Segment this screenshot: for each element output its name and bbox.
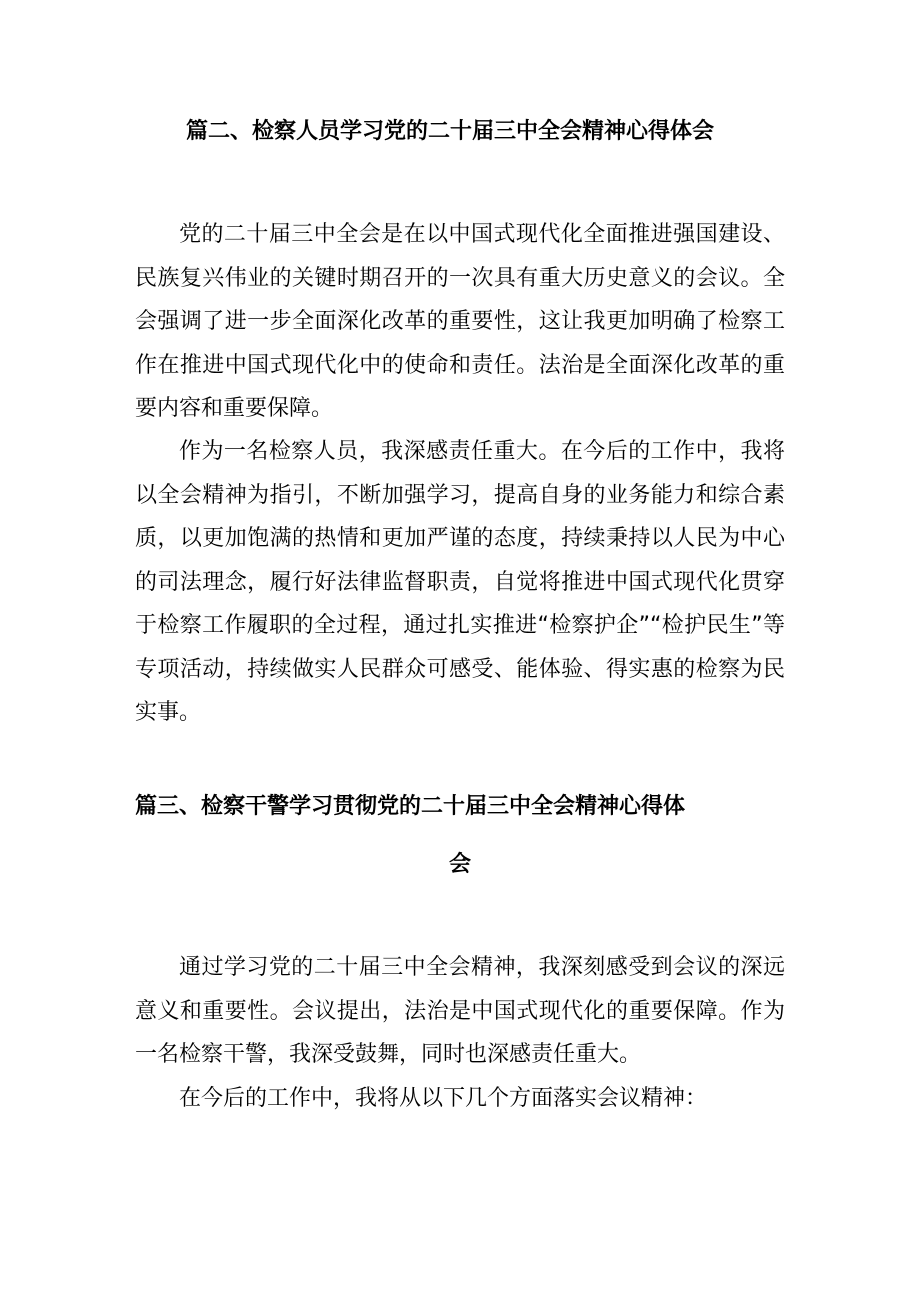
section3-paragraph-1: 通过学习党的二十届三中全会精神，我深刻感受到会议的深远意义和重要性。会议提出，法治是中国式现代化的重要保障。作为一名检察干警，我深受鼓舞，同时也深感责任重大。: [135, 955, 785, 1067]
section3-paragraph-2: 在今后的工作中，我将从以下几个方面落实会议精神：: [179, 1086, 708, 1111]
section2-paragraph-1: 党的二十届三中全会是在以中国式现代化全面推进强国建设、民族复兴伟业的关键时期召开的一次具有重大历史意义的会议。全会强调了进一步全面深化改革的重要性，这让我更加明确了检察工作在推进中国式现代化中的使命和责任。法治是全面深化改革的重要内容和重要保障。: [135, 222, 785, 421]
section2-title: 篇二、检察人员学习党的二十届三中全会精神心得体会: [186, 119, 715, 144]
section3-title-line2: 会: [449, 852, 472, 877]
section3-title-line1: 篇三、检察干警学习贯彻党的二十届三中全会精神心得体: [135, 794, 686, 819]
section2-paragraph-2: 作为一名检察人员，我深感责任重大。在今后的工作中，我将以全会精神为指引，不断加强学习，提高自身的业务能力和综合素质，以更加饱满的热情和更加严谨的态度，持续秉持以人民为中心的司法理念，履行好法律监督职责，自觉将推进中国式现代化贯穿于检察工作履职的全过程，通过扎实推进“检察护企”“检护民生”等专项活动，持续做实人民群众可感受、能体验、得实惠的检察为民实事。: [135, 439, 785, 725]
